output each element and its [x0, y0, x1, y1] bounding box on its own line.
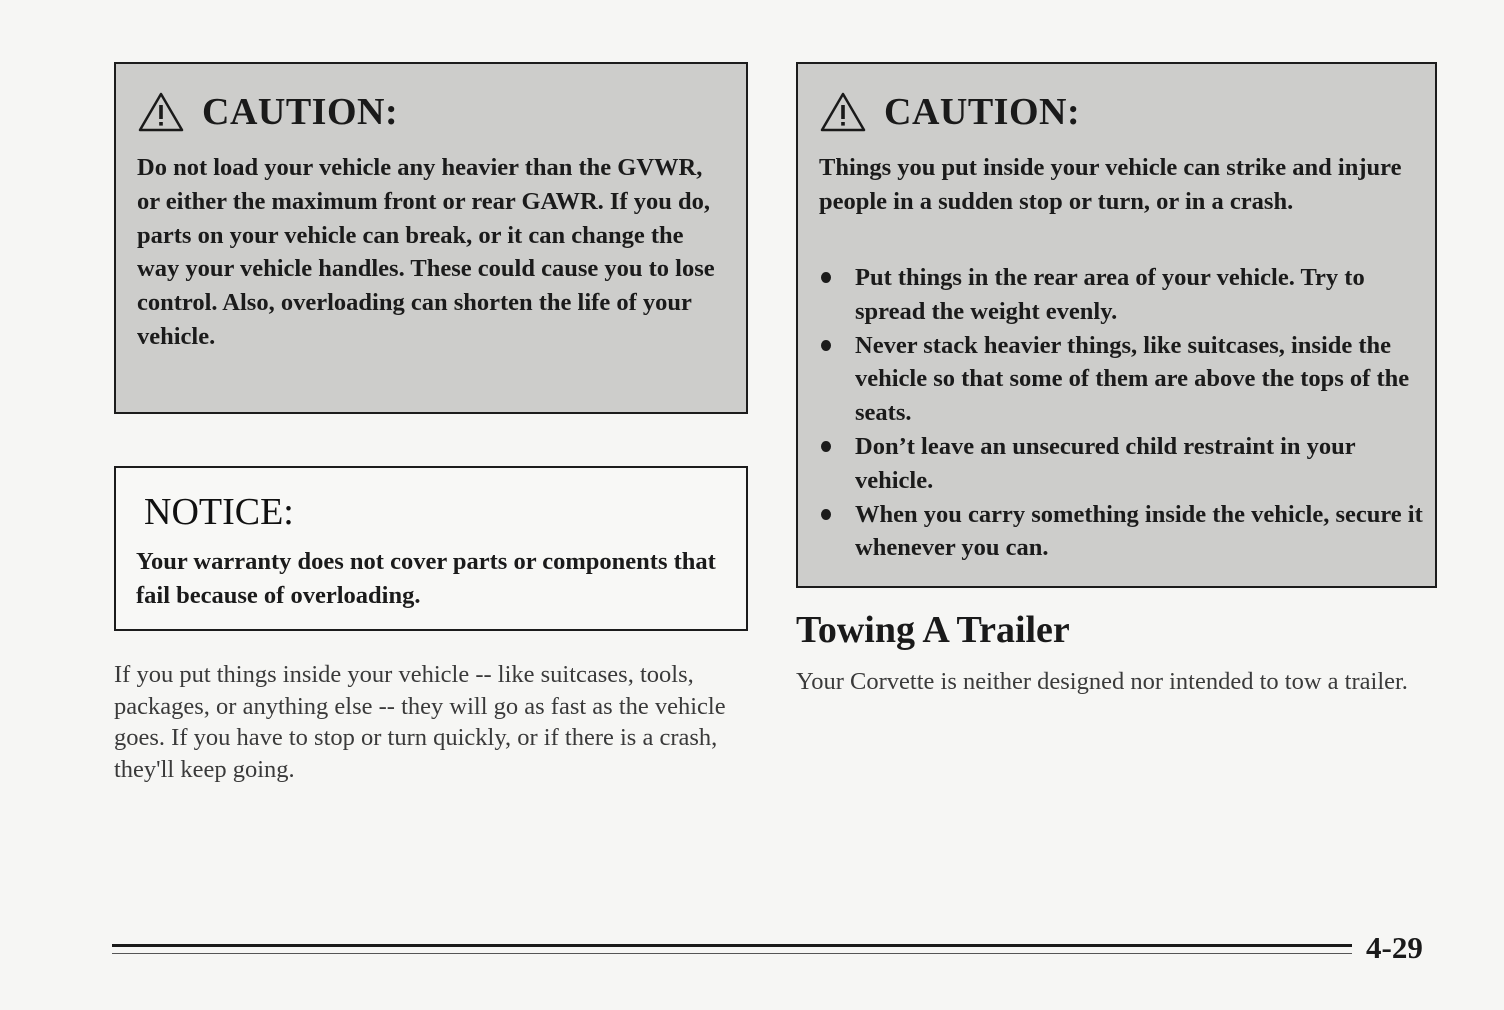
list-item [819, 430, 1425, 498]
towing-paragraph: Your Corvette is neither designed nor intended to tow a trailer. [796, 668, 1408, 695]
caution-bullet-list [819, 261, 1425, 565]
bullet-icon [821, 272, 831, 283]
notice-body-text: Your warranty does not cover parts or components that fail because of overloading. [136, 548, 716, 609]
bullet-text: Put things in the rear area of your vehicle. Try to spread the weight evenly. [855, 264, 1365, 325]
list-item [819, 498, 1425, 566]
caution-heading-text: CAUTION: [884, 91, 1081, 133]
bullet-text: When you carry something inside the vehicle, secure it whenever you can. [855, 500, 1423, 562]
bullet-icon [821, 509, 831, 520]
footer-rule-thin [112, 953, 1352, 954]
section-title: Towing A Trailer [796, 609, 1070, 651]
caution-heading-text: CAUTION: [202, 91, 399, 133]
notice-heading: NOTICE: [144, 491, 294, 533]
warning-triangle-icon [138, 92, 184, 132]
bullet-icon [821, 441, 831, 452]
footer-rule [112, 944, 1352, 947]
caution-heading [138, 90, 398, 134]
list-item [819, 329, 1425, 430]
bullet-text: Don’t leave an unsecured child restraint in your vehicle. [855, 432, 1356, 494]
cargo-paragraph: If you put things inside your vehicle -- like suitcases, tools, packages, or anything else -- they will go as fast as the vehicle goes. If you have to stop or turn quickly, or if there is a crash, they'll keep going. [114, 661, 726, 783]
warning-triangle-icon [820, 92, 866, 132]
caution-heading [820, 90, 1080, 134]
caution-body-text: Do not load your vehicle any heavier than the GVWR, or either the maximum front or rear GAWR. If you do, parts on your vehicle can break, or it can change the way your vehicle handles. These could cause you to lose control. Also, overloading can shorten the life of your vehicle. [137, 154, 715, 350]
notice-box [114, 466, 748, 631]
caution-box-cargo [796, 62, 1437, 588]
list-item [819, 261, 1425, 329]
bullet-text: Never stack heavier things, like suitcases, inside the vehicle so that some of them are above the tops of the seats. [855, 331, 1410, 427]
bullet-icon [821, 340, 831, 351]
caution-box-overloading [114, 62, 748, 414]
caution-intro-text: Things you put inside your vehicle can strike and injure people in a sudden stop or turn, or in a crash. [819, 154, 1402, 215]
page-number: 4-29 [1366, 930, 1423, 965]
